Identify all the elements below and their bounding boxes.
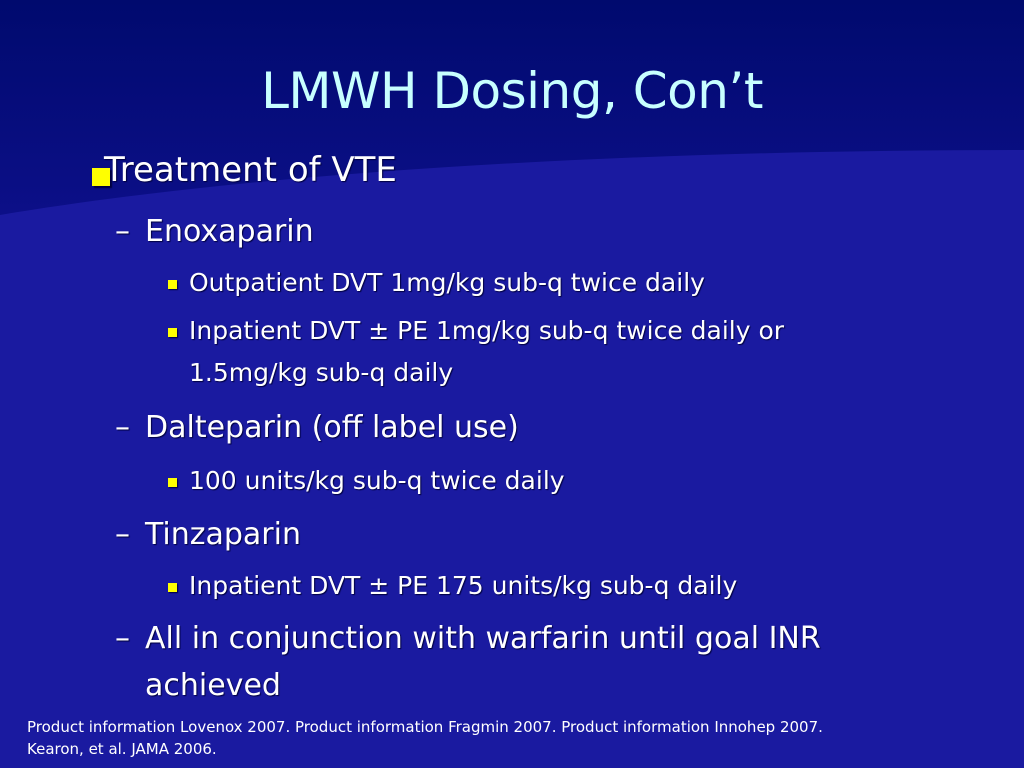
bullet-dalte-dose: 100 units/kg sub-q twice daily xyxy=(189,466,565,495)
dash-icon: – xyxy=(115,517,130,552)
bullet-warfarin-line1: All in conjunction with warfarin until goal INR xyxy=(145,621,821,656)
dash-icon: – xyxy=(115,214,130,249)
bullet-dalteparin: Dalteparin (off label use) xyxy=(145,410,519,445)
footer-line: Product information Lovenox 2007. Product information Fragmin 2007. Product information Innohep 2007. xyxy=(27,718,823,736)
bullet-square-icon xyxy=(168,328,177,337)
bullet-square-icon xyxy=(168,478,177,487)
bullet-square-icon xyxy=(168,583,177,592)
footer-references xyxy=(27,716,1007,760)
bullet-tinza-dose: Inpatient DVT ± PE 175 units/kg sub-q daily xyxy=(189,571,738,600)
bullet-square-icon xyxy=(168,280,177,289)
bullet-warfarin-line2: achieved xyxy=(145,668,281,703)
bullet-enox-outpatient: Outpatient DVT 1mg/kg sub-q twice daily xyxy=(189,268,705,297)
dash-icon: – xyxy=(115,621,130,656)
bullet-enox-inpatient-line1: Inpatient DVT ± PE 1mg/kg sub-q twice daily or xyxy=(189,316,785,345)
bullet-enoxaparin: Enoxaparin xyxy=(145,214,314,249)
dash-icon: – xyxy=(115,410,130,445)
slide-title: LMWH Dosing, Con’t xyxy=(261,62,763,120)
footer-line: Kearon, et al. JAMA 2006. xyxy=(27,740,217,758)
bullet-enox-inpatient-line2: 1.5mg/kg sub-q daily xyxy=(189,358,454,387)
bullet-treatment-of-vte: Treatment of VTE xyxy=(104,150,397,190)
bullet-tinzaparin: Tinzaparin xyxy=(145,517,301,552)
